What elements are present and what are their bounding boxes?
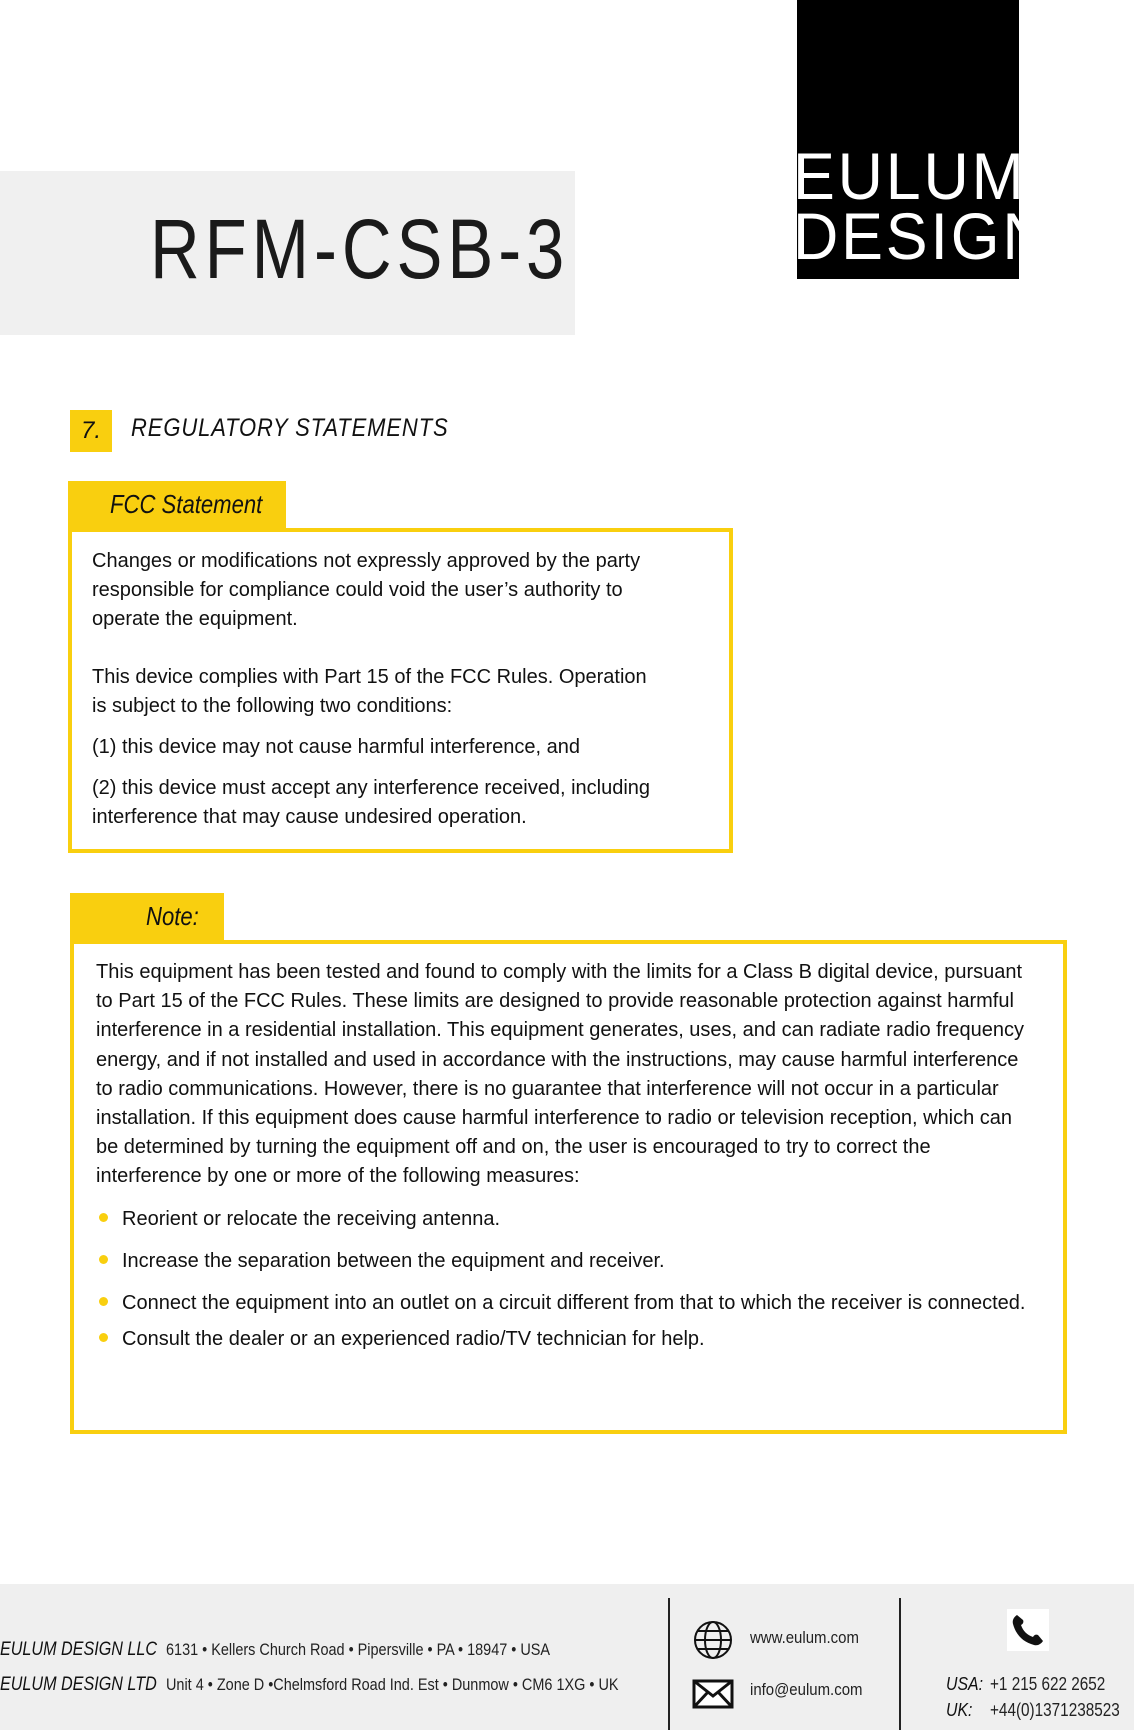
measures-list (96, 1206, 1041, 1352)
note-box (70, 940, 1067, 1434)
uk-phone[interactable]: +44(0)1371238523 (990, 1700, 1120, 1720)
usa-phone-label: USA: (946, 1674, 983, 1694)
footer-divider (668, 1598, 670, 1730)
fcc-statement-tab (68, 481, 286, 528)
fcc-condition-1: (1) this device may not cause harmful interference, and (92, 736, 581, 758)
bullet-dot (99, 1333, 108, 1342)
fcc-condition-2: (2) this device must accept any interference received, including interference that may cause undesired operation. (92, 777, 651, 828)
list-item (96, 1248, 1041, 1274)
phone-icon (1007, 1609, 1049, 1651)
bullet-text: Connect the equipment into an outlet on a circuit different from that to which the receiver is connected. (122, 1291, 1026, 1314)
company-usa: EULUM DESIGN LLC (0, 1639, 158, 1660)
eulum-design-logo (793, 0, 1051, 279)
logo-line-1: EULUM (793, 139, 1027, 213)
list-item (96, 1290, 1036, 1316)
fcc-statement-label: FCC Statement (110, 489, 263, 519)
bullet-dot (99, 1213, 108, 1222)
bullet-dot (99, 1297, 108, 1306)
list-item (96, 1326, 1041, 1352)
footer-divider (899, 1598, 901, 1730)
globe-icon (692, 1619, 734, 1661)
fcc-paragraph-1: Changes or modifications not expressly approved by the party responsible for compliance could void the user’s authority to operate the equipment. (92, 550, 641, 630)
usa-phone[interactable]: +1 215 622 2652 (990, 1674, 1106, 1694)
section-title: REGULATORY STATEMENTS (131, 414, 449, 442)
bullet-text: Increase the separation between the equipment and receiver. (122, 1249, 665, 1272)
page-title: RFM-CSB-3 (150, 202, 570, 296)
company-uk: EULUM DESIGN LTD (0, 1674, 157, 1695)
section-number: 7. (70, 410, 112, 452)
note-body: This equipment has been tested and found to comply with the limits for a Class B digital device, pursuant to Part 15 of the FCC Rules. These limits are designed to provide reasonable protection against harmful interference in a residential installation. This equipment generates, uses, and can radiate radio frequency energy, and if not installed and used in accordance with the instructions, may cause harmful interference to radio communications. However, there is no guarantee that interference will not occur in a particular installation. If this equipment does cause harmful interference to radio or television reception, which can be determined by turning the equipment off and on, the user is encouraged to try to correct the interference by one or more of the following measures: (96, 961, 1024, 1188)
list-item (96, 1206, 1041, 1232)
fcc-paragraph-2: This device complies with Part 15 of the FCC Rules. Operation is subject to the following two conditions: (92, 666, 647, 717)
note-label: Note: (146, 901, 199, 931)
footer (0, 1584, 1134, 1730)
bullet-text: Consult the dealer or an experienced radio/TV technician for help. (122, 1327, 705, 1350)
uk-phone-label: UK: (946, 1700, 973, 1720)
mail-icon (692, 1679, 734, 1709)
logo-line-2: DESIGN (793, 199, 1051, 273)
address-usa: 6131 • Kellers Church Road • Pipersville • PA • 18947 • USA (166, 1640, 551, 1659)
bullet-dot (99, 1255, 108, 1264)
website-link[interactable]: www.eulum.com (750, 1628, 859, 1647)
bullet-text: Reorient or relocate the receiving antenna. (122, 1207, 501, 1230)
email-link[interactable]: info@eulum.com (750, 1680, 863, 1699)
address-uk: Unit 4 • Zone D •Chelmsford Road Ind. Est • Dunmow • CM6 1XG • UK (166, 1675, 619, 1694)
fcc-statement-box (68, 528, 733, 853)
note-tab (70, 893, 224, 940)
title-band (0, 171, 575, 335)
